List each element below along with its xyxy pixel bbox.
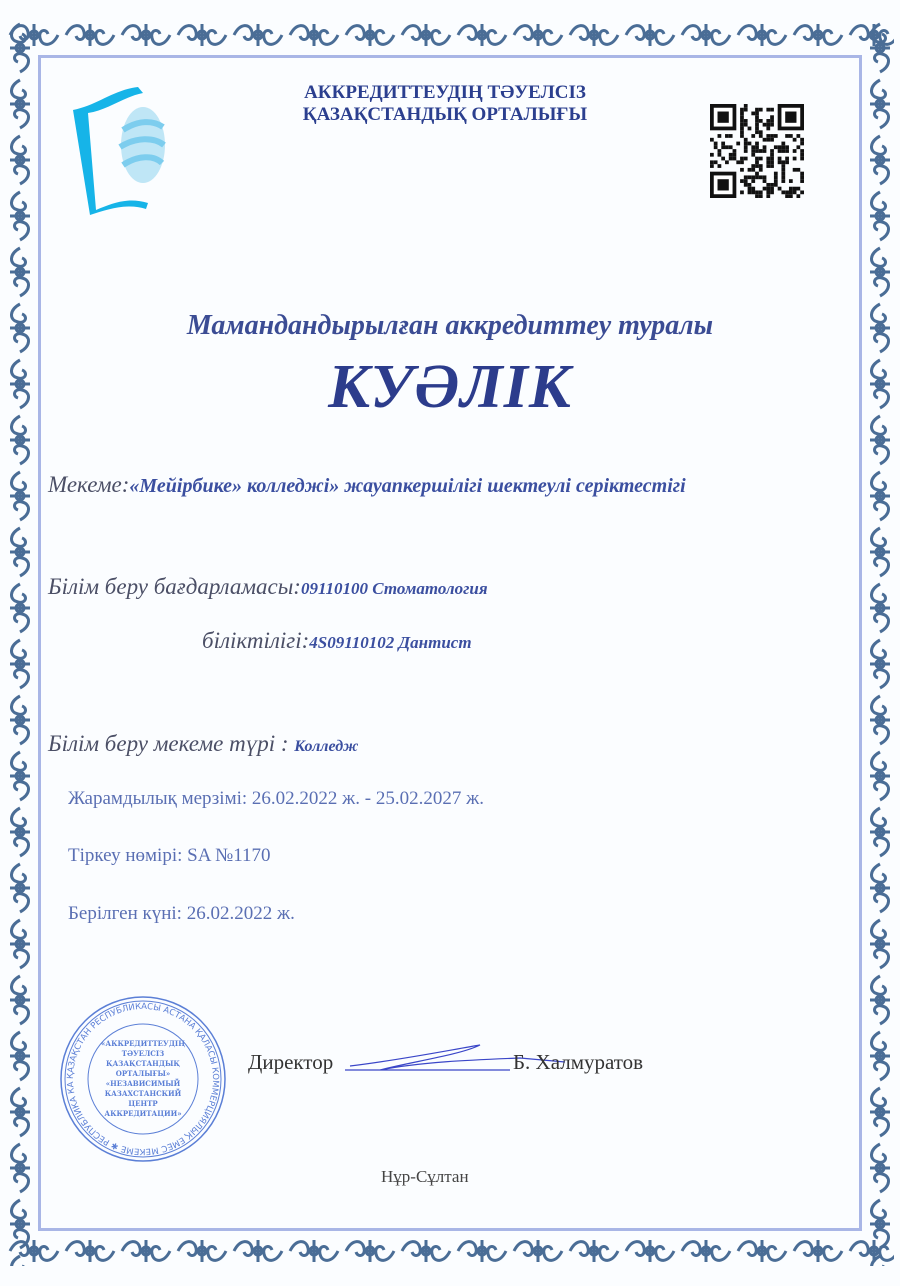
qr-module bbox=[748, 127, 752, 131]
qr-module bbox=[721, 145, 725, 149]
qr-module bbox=[748, 142, 752, 146]
qr-module bbox=[759, 194, 763, 198]
qr-module bbox=[751, 149, 755, 153]
qr-module bbox=[770, 149, 774, 153]
qr-module bbox=[774, 183, 778, 187]
qr-module bbox=[755, 108, 759, 112]
program-value: 09110100 Стоматология bbox=[300, 579, 488, 598]
qr-module bbox=[755, 145, 759, 149]
qr-module bbox=[751, 190, 755, 194]
qr-module bbox=[800, 153, 804, 157]
qr-module bbox=[748, 175, 752, 179]
qr-module bbox=[770, 134, 774, 138]
qr-module bbox=[781, 168, 785, 172]
qr-module bbox=[793, 190, 797, 194]
qr-module bbox=[770, 123, 774, 127]
qr-module bbox=[774, 172, 778, 176]
qr-module bbox=[725, 134, 729, 138]
qr-module bbox=[721, 157, 725, 161]
qr-module bbox=[755, 172, 759, 176]
qr-module bbox=[740, 123, 744, 127]
qr-module bbox=[710, 153, 714, 157]
qr-module bbox=[755, 190, 759, 194]
qr-module bbox=[800, 179, 804, 183]
qr-module bbox=[710, 138, 714, 142]
qr-module bbox=[800, 157, 804, 161]
qr-module bbox=[755, 142, 759, 146]
qr-module bbox=[736, 142, 740, 146]
qr-module bbox=[770, 115, 774, 119]
qr-module bbox=[751, 164, 755, 168]
qr-module bbox=[744, 183, 748, 187]
qr-module bbox=[729, 134, 733, 138]
qr-module bbox=[733, 153, 737, 157]
org-line-1: АККРЕДИТТЕУДІҢ ТӘУЕЛСІЗ bbox=[304, 82, 586, 103]
qr-module bbox=[781, 149, 785, 153]
qr-module bbox=[744, 157, 748, 161]
qr-module bbox=[748, 183, 752, 187]
qr-module bbox=[740, 115, 744, 119]
qr-module bbox=[766, 164, 770, 168]
qr-module bbox=[766, 127, 770, 131]
qr-module bbox=[748, 187, 752, 191]
qr-module bbox=[751, 145, 755, 149]
qr-module bbox=[751, 112, 755, 116]
qr-module bbox=[789, 179, 793, 183]
qr-module bbox=[770, 108, 774, 112]
qr-module bbox=[785, 157, 789, 161]
book-globe-logo-icon bbox=[68, 85, 168, 215]
qr-module bbox=[744, 142, 748, 146]
qr-module bbox=[770, 183, 774, 187]
qr-module bbox=[778, 149, 782, 153]
program-label: Білім беру бағдарламасы: bbox=[48, 574, 301, 599]
organization-name bbox=[285, 82, 605, 126]
qr-module bbox=[718, 134, 722, 138]
official-stamp bbox=[58, 994, 228, 1164]
qr-module bbox=[800, 190, 804, 194]
qr-module bbox=[714, 142, 718, 146]
qr-module bbox=[766, 183, 770, 187]
qr-module bbox=[755, 119, 759, 123]
qr-finder bbox=[718, 112, 729, 123]
qr-module bbox=[800, 149, 804, 153]
stamp-outer-text: ҚАЗАҚСТАН РЕСПУБЛИКАСЫ АСТАНА ҚАЛАСЫ КОММЕРЦИЯЛЫҚ ЕМЕС МЕКЕМЕ ✱ РЕСПУБЛИКА КА bbox=[65, 1001, 221, 1157]
qr-module bbox=[736, 160, 740, 164]
qr-module bbox=[740, 108, 744, 112]
qualification-value: 4S09110102 Дантист bbox=[309, 633, 472, 652]
qr-module bbox=[781, 160, 785, 164]
qr-module bbox=[710, 160, 714, 164]
qr-module bbox=[785, 149, 789, 153]
qr-module bbox=[770, 157, 774, 161]
qr-module bbox=[759, 149, 763, 153]
qr-module bbox=[740, 112, 744, 116]
qr-module bbox=[751, 175, 755, 179]
qr-module bbox=[781, 164, 785, 168]
qr-module bbox=[744, 119, 748, 123]
qr-module bbox=[755, 115, 759, 119]
qr-module bbox=[770, 138, 774, 142]
qr-module bbox=[770, 187, 774, 191]
ornament-border-top bbox=[6, 20, 894, 50]
qr-module bbox=[763, 149, 767, 153]
institution-type-label: Білім беру мекеме түрі : bbox=[48, 731, 295, 756]
qr-module bbox=[718, 149, 722, 153]
qr-module bbox=[740, 190, 744, 194]
qr-module bbox=[770, 160, 774, 164]
qr-module bbox=[778, 145, 782, 149]
qr-module bbox=[789, 194, 793, 198]
qr-module bbox=[748, 168, 752, 172]
qr-module bbox=[755, 164, 759, 168]
qr-module bbox=[759, 119, 763, 123]
qr-module bbox=[733, 149, 737, 153]
qr-module bbox=[800, 138, 804, 142]
qr-module bbox=[789, 190, 793, 194]
qr-module bbox=[744, 175, 748, 179]
qr-module bbox=[793, 157, 797, 161]
institution-field bbox=[48, 472, 686, 498]
qr-module bbox=[770, 164, 774, 168]
institution-value: «Мейірбике» колледжі» жауапкершілігі шектеулі серіктестігі bbox=[129, 475, 686, 497]
qr-module bbox=[755, 175, 759, 179]
qr-module bbox=[781, 145, 785, 149]
qr-module bbox=[748, 190, 752, 194]
issue-date: Берілген күні: 26.02.2022 ж. bbox=[68, 903, 295, 924]
qr-module bbox=[755, 112, 759, 116]
qr-module bbox=[740, 130, 744, 134]
qr-module bbox=[710, 164, 714, 168]
qr-module bbox=[766, 134, 770, 138]
qr-module bbox=[785, 194, 789, 198]
qr-module bbox=[759, 130, 763, 134]
qr-module bbox=[793, 187, 797, 191]
qr-module bbox=[740, 157, 744, 161]
program-field bbox=[48, 574, 488, 600]
qr-module bbox=[778, 160, 782, 164]
qr-module bbox=[744, 138, 748, 142]
qr-module bbox=[766, 119, 770, 123]
qr-module bbox=[718, 153, 722, 157]
qr-module bbox=[751, 153, 755, 157]
qr-module bbox=[729, 153, 733, 157]
qr-module bbox=[766, 194, 770, 198]
qr-module bbox=[774, 175, 778, 179]
qr-module bbox=[763, 187, 767, 191]
qr-module bbox=[778, 157, 782, 161]
qr-module bbox=[763, 175, 767, 179]
qr-module bbox=[759, 157, 763, 161]
qr-module bbox=[751, 168, 755, 172]
qr-module bbox=[740, 119, 744, 123]
qr-module bbox=[763, 145, 767, 149]
qr-module bbox=[744, 179, 748, 183]
qr-module bbox=[759, 168, 763, 172]
qr-module bbox=[793, 149, 797, 153]
qr-finder bbox=[785, 112, 796, 123]
qr-module bbox=[725, 160, 729, 164]
qr-module bbox=[796, 134, 800, 138]
qr-module bbox=[793, 168, 797, 172]
qualification-label: біліктілігі: bbox=[202, 628, 310, 653]
qr-module bbox=[714, 160, 718, 164]
qr-module bbox=[733, 157, 737, 161]
qr-module bbox=[755, 149, 759, 153]
qr-module bbox=[766, 123, 770, 127]
ornament-border-right bbox=[866, 20, 894, 1266]
qr-module bbox=[778, 187, 782, 191]
qr-module bbox=[740, 160, 744, 164]
qr-module bbox=[781, 142, 785, 146]
qr-module bbox=[755, 123, 759, 127]
qr-module bbox=[785, 190, 789, 194]
qr-module bbox=[774, 145, 778, 149]
qr-module bbox=[766, 160, 770, 164]
qr-module bbox=[796, 187, 800, 191]
qr-module bbox=[763, 138, 767, 142]
qr-module bbox=[774, 134, 778, 138]
qr-module bbox=[718, 164, 722, 168]
qr-module bbox=[721, 142, 725, 146]
qr-module bbox=[766, 138, 770, 142]
registration-number: Тіркеу нөмірі: SA №1170 bbox=[68, 845, 271, 866]
qr-module bbox=[781, 175, 785, 179]
qr-module bbox=[774, 179, 778, 183]
qr-module bbox=[781, 190, 785, 194]
qr-module bbox=[744, 145, 748, 149]
stamp-center-text: «АККРЕДИТТЕУДІҢ ТӘУЕЛСІЗ ҚАЗАҚСТАНДЫҚ ОРТАЛЫҒЫ» «НЕЗАВИСИМЫЙ КАЗАХСТАНСКИЙ ЦЕНТР АККРЕДИТАЦИИ» bbox=[101, 1039, 185, 1118]
qr-module bbox=[744, 149, 748, 153]
qr-module bbox=[793, 138, 797, 142]
qr-module bbox=[740, 127, 744, 131]
org-line-2: ҚАЗАҚСТАНДЫҚ ОРТАЛЫҒЫ bbox=[302, 104, 588, 125]
qr-module bbox=[759, 175, 763, 179]
qr-module bbox=[796, 145, 800, 149]
qr-module bbox=[751, 187, 755, 191]
qr-module bbox=[755, 160, 759, 164]
qr-module bbox=[759, 108, 763, 112]
qr-module bbox=[744, 104, 748, 108]
institution-type-value: Колледж bbox=[294, 738, 359, 755]
qr-module bbox=[796, 194, 800, 198]
qr-finder bbox=[718, 179, 729, 190]
qr-module bbox=[729, 157, 733, 161]
qr-module bbox=[740, 179, 744, 183]
certificate-title: КУӘЛІК bbox=[328, 353, 572, 421]
qr-module bbox=[800, 142, 804, 146]
qr-module bbox=[789, 134, 793, 138]
qr-module bbox=[770, 190, 774, 194]
qr-module bbox=[755, 157, 759, 161]
qr-module bbox=[744, 108, 748, 112]
qr-module bbox=[755, 194, 759, 198]
qr-module bbox=[740, 168, 744, 172]
qr-module bbox=[781, 179, 785, 183]
certificate-subtitle: Мамандандырылған аккредиттеу туралы bbox=[186, 310, 714, 341]
signatory-name: Б. Халмуратов bbox=[513, 1050, 644, 1074]
qr-module bbox=[725, 145, 729, 149]
issue-city: Нұр-Сұлтан bbox=[381, 1167, 469, 1186]
validity-period: Жарамдылық мерзімі: 26.02.2022 ж. - 25.02.2027 ж. bbox=[68, 788, 484, 809]
qr-module bbox=[770, 153, 774, 157]
qualification-field bbox=[202, 628, 472, 654]
qr-module bbox=[766, 187, 770, 191]
qr-module bbox=[785, 160, 789, 164]
institution-label: Мекеме: bbox=[48, 472, 130, 497]
qr-module bbox=[766, 190, 770, 194]
qr-module bbox=[755, 130, 759, 134]
qr-module bbox=[714, 145, 718, 149]
qr-module bbox=[759, 164, 763, 168]
qr-module bbox=[766, 157, 770, 161]
qr-module bbox=[766, 108, 770, 112]
qr-module bbox=[785, 134, 789, 138]
qr-module bbox=[800, 172, 804, 176]
qr-module bbox=[759, 190, 763, 194]
qr-module bbox=[744, 123, 748, 127]
qr-module bbox=[770, 119, 774, 123]
qr-module bbox=[789, 187, 793, 191]
qr-module bbox=[759, 134, 763, 138]
ornament-border-bottom bbox=[6, 1236, 894, 1266]
qr-module bbox=[751, 134, 755, 138]
qr-code-icon bbox=[710, 104, 804, 198]
qr-module bbox=[740, 134, 744, 138]
institution-type-field bbox=[48, 731, 358, 757]
signatory-position: Директор bbox=[248, 1050, 334, 1074]
qr-module bbox=[751, 179, 755, 183]
ornament-border-left bbox=[6, 20, 34, 1266]
qr-module bbox=[785, 145, 789, 149]
qr-module bbox=[800, 175, 804, 179]
qr-module bbox=[729, 145, 733, 149]
qr-module bbox=[763, 123, 767, 127]
qr-module bbox=[781, 172, 785, 176]
qr-module bbox=[796, 168, 800, 172]
qr-module bbox=[755, 127, 759, 131]
qr-module bbox=[763, 179, 767, 183]
